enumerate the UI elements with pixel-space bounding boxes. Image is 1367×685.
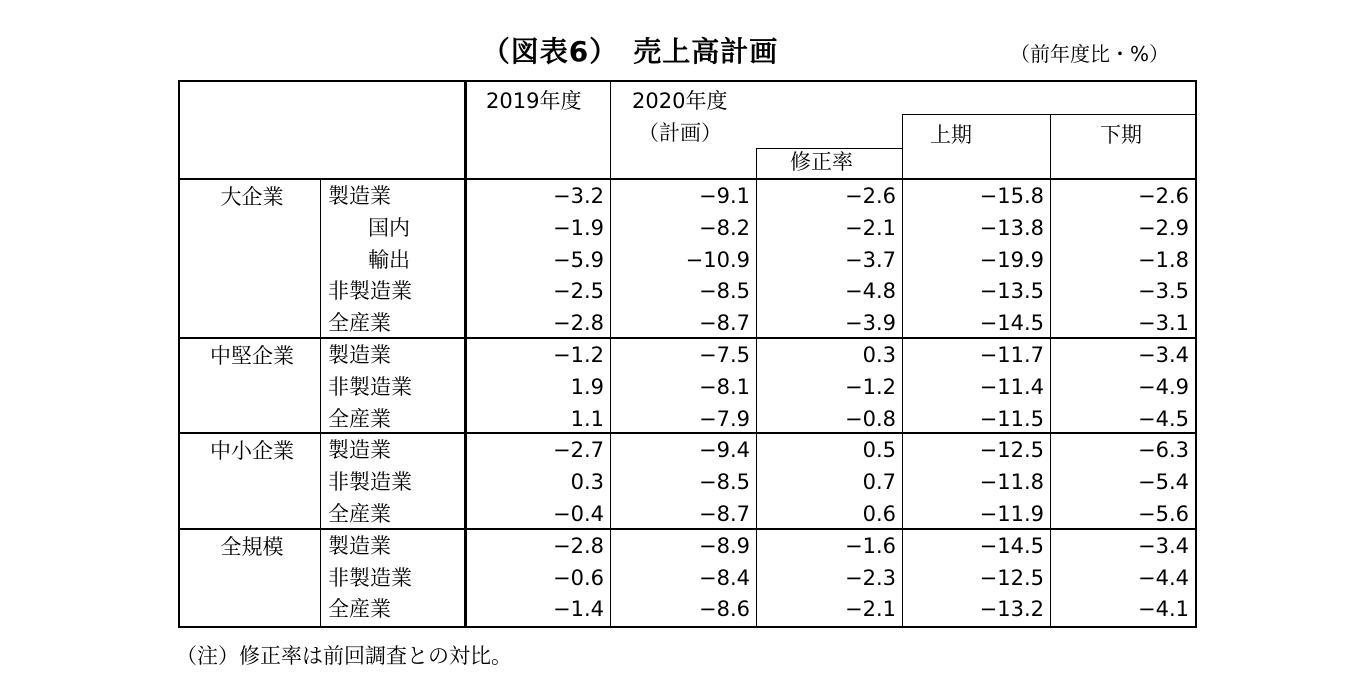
value-cell: −2.1 — [845, 215, 896, 240]
row-label: 国内 — [368, 215, 410, 240]
value-cell: −13.8 — [979, 215, 1044, 240]
value-cell: −1.2 — [845, 374, 896, 399]
value-cell: −13.2 — [979, 597, 1044, 622]
footnote: （注）修正率は前回調査との対比。 — [176, 644, 512, 668]
row-label: 製造業 — [328, 438, 391, 463]
value-cell: −4.1 — [1138, 597, 1189, 622]
row-label: 非製造業 — [328, 470, 412, 495]
sales-plan-table — [178, 80, 1197, 628]
value-cell: −3.2 — [553, 184, 604, 208]
value-cell: −8.9 — [699, 533, 750, 558]
value-cell: −8.2 — [699, 215, 750, 240]
divider-first-half-second-half — [1050, 114, 1051, 626]
group-label: 中堅企業 — [210, 344, 294, 368]
group-label: 中小企業 — [210, 439, 294, 464]
value-cell: −10.9 — [685, 247, 750, 272]
value-cell: −12.5 — [979, 438, 1044, 463]
row-label: 製造業 — [328, 533, 391, 558]
value-cell: −1.6 — [845, 533, 896, 558]
group-separator — [180, 432, 1197, 434]
value-cell: −14.5 — [979, 311, 1044, 336]
value-cell: −1.9 — [553, 215, 604, 240]
row-label: 全産業 — [328, 406, 391, 431]
value-cell: −2.7 — [553, 438, 604, 463]
value-cell: −3.4 — [1138, 343, 1189, 367]
header-2020-sub: （計画） — [638, 121, 722, 145]
header-revision: 修正率 — [790, 150, 853, 174]
row-label: 製造業 — [328, 184, 391, 208]
value-cell: −8.7 — [699, 311, 750, 336]
value-cell: −12.5 — [979, 565, 1044, 590]
value-cell: −7.5 — [699, 343, 750, 367]
row-label: 非製造業 — [328, 279, 412, 304]
value-cell: −8.4 — [699, 565, 750, 590]
row-label: 非製造業 — [328, 374, 412, 399]
table-title: （図表6） 売上高計画 — [481, 35, 779, 68]
header-first-half: 上期 — [930, 123, 972, 147]
value-cell: −7.9 — [699, 406, 750, 431]
value-cell: −8.7 — [699, 502, 750, 526]
value-cell: 0.3 — [570, 470, 604, 495]
value-cell: −13.5 — [979, 279, 1044, 304]
value-cell: 0.5 — [862, 438, 896, 463]
value-cell: −5.6 — [1138, 502, 1189, 526]
header-2020: 2020年度 — [632, 89, 728, 113]
header-line-revision — [756, 148, 902, 149]
row-label: 非製造業 — [328, 565, 412, 590]
value-cell: −1.4 — [553, 597, 604, 622]
value-cell: −3.4 — [1138, 533, 1189, 558]
row-label: 全産業 — [328, 597, 391, 622]
value-cell: −8.1 — [699, 374, 750, 399]
value-cell: −4.5 — [1138, 406, 1189, 431]
value-cell: −2.8 — [553, 311, 604, 336]
group-separator — [180, 337, 1197, 339]
value-cell: −2.1 — [845, 597, 896, 622]
value-cell: −9.1 — [699, 184, 750, 208]
value-cell: −11.5 — [979, 406, 1044, 431]
value-cell: −3.7 — [845, 247, 896, 272]
value-cell: −11.4 — [979, 374, 1044, 399]
value-cell: −15.8 — [979, 184, 1044, 208]
value-cell: −8.5 — [699, 470, 750, 495]
row-label: 全産業 — [328, 311, 391, 336]
value-cell: −3.5 — [1138, 279, 1189, 304]
divider-group-label — [320, 178, 321, 626]
value-cell: −9.4 — [699, 438, 750, 463]
value-cell: −5.4 — [1138, 470, 1189, 495]
value-cell: −0.4 — [553, 502, 604, 526]
row-label: 全産業 — [328, 502, 391, 526]
row-label: 製造業 — [328, 343, 391, 367]
group-label: 全規模 — [220, 534, 284, 559]
group-separator — [180, 528, 1197, 530]
value-cell: −4.4 — [1138, 565, 1189, 590]
value-cell: −2.8 — [553, 533, 604, 558]
header-second-half: 下期 — [1100, 123, 1142, 147]
value-cell: −5.9 — [553, 247, 604, 272]
value-cell: −2.5 — [553, 279, 604, 304]
value-cell: −2.6 — [845, 184, 896, 208]
header-bottom-line — [180, 178, 1197, 180]
value-cell: 0.7 — [862, 470, 896, 495]
value-cell: −3.1 — [1138, 311, 1189, 336]
value-cell: −0.6 — [553, 565, 604, 590]
value-cell: −2.6 — [1138, 184, 1189, 208]
value-cell: −2.3 — [845, 565, 896, 590]
value-cell: −4.9 — [1138, 374, 1189, 399]
value-cell: −11.9 — [979, 502, 1044, 526]
value-cell: −3.9 — [845, 311, 896, 336]
value-cell: 1.1 — [570, 406, 604, 431]
value-cell: −0.8 — [845, 406, 896, 431]
value-cell: −11.8 — [979, 470, 1044, 495]
group-label: 大企業 — [220, 185, 284, 209]
value-cell: −11.7 — [979, 343, 1044, 367]
value-cell: −14.5 — [979, 533, 1044, 558]
value-cell: −1.2 — [553, 343, 604, 367]
value-cell: 0.6 — [862, 502, 896, 526]
value-cell: −6.3 — [1138, 438, 1189, 463]
divider-2019-2020 — [610, 82, 611, 626]
header-2019: 2019年度 — [486, 89, 582, 113]
value-cell: −4.8 — [845, 279, 896, 304]
value-cell: −8.6 — [699, 597, 750, 622]
header-line-half — [902, 114, 1197, 115]
unit-label: （前年度比・%） — [1010, 42, 1170, 66]
value-cell: −2.9 — [1138, 215, 1189, 240]
value-cell: 1.9 — [570, 374, 604, 399]
divider-2020-revision — [756, 148, 757, 626]
divider-revision-first-half — [902, 114, 903, 626]
value-cell: −8.5 — [699, 279, 750, 304]
row-label: 輸出 — [368, 247, 410, 272]
value-cell: −19.9 — [979, 247, 1044, 272]
divider-label-2019 — [464, 82, 467, 626]
value-cell: −1.8 — [1138, 247, 1189, 272]
value-cell: 0.3 — [862, 343, 896, 367]
